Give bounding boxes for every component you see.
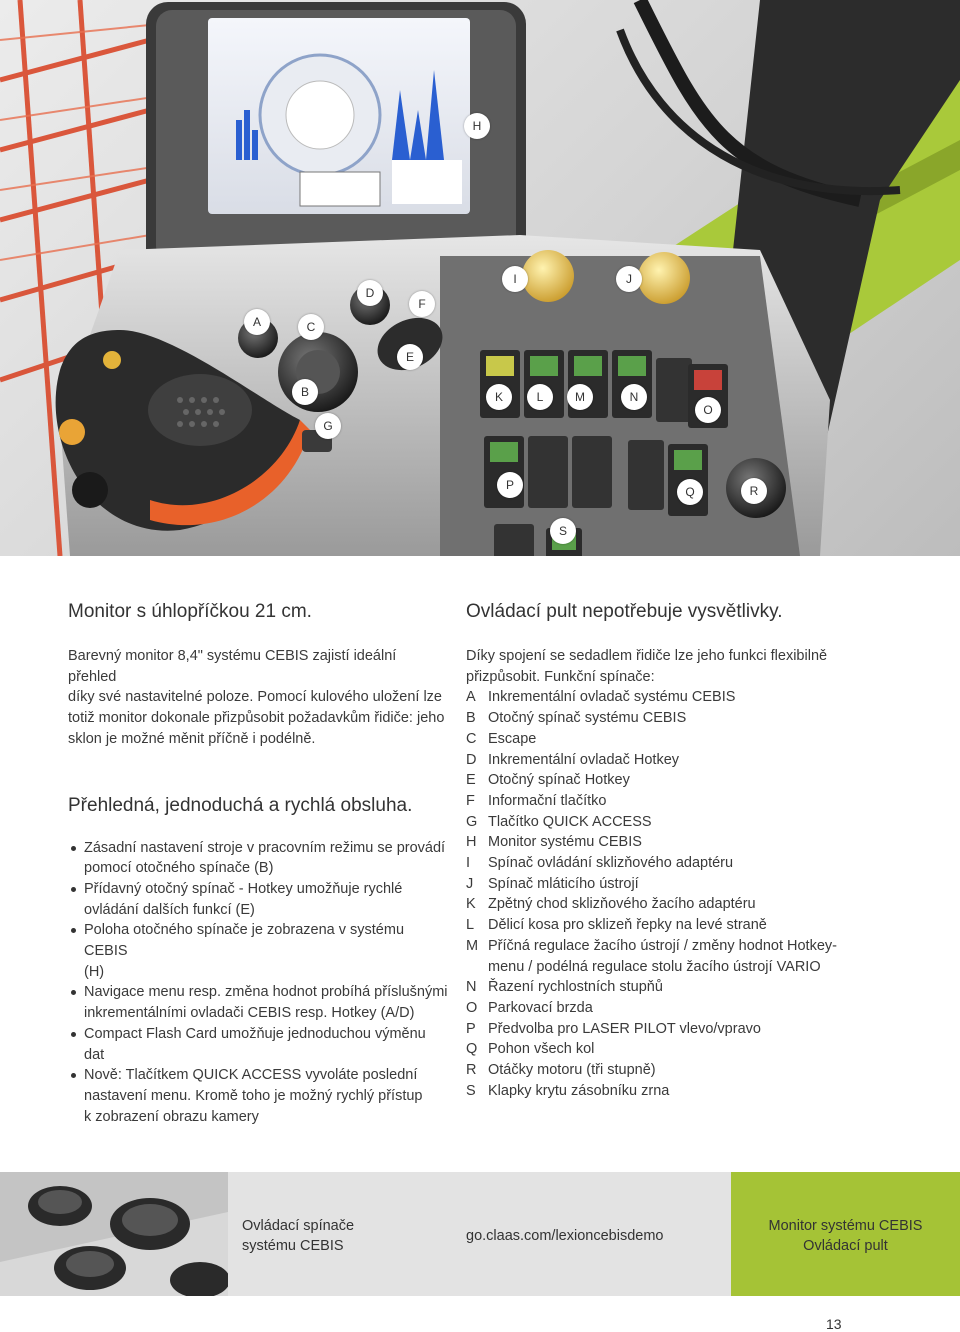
legend-value: Tlačítko QUICK ACCESS xyxy=(488,813,652,830)
feature-list xyxy=(68,838,448,1128)
legend-key: S xyxy=(466,1082,476,1099)
callout-s: S xyxy=(550,518,576,544)
callout-d: D xyxy=(357,280,383,306)
legend-key: R xyxy=(466,1062,477,1079)
paragraph-line: sklon je možné měnit příčně i podélně. xyxy=(68,730,316,747)
callout-q: Q xyxy=(677,479,703,505)
legend-item xyxy=(466,853,886,874)
legend-item xyxy=(466,1039,886,1060)
legend-item xyxy=(466,998,886,1019)
console-heading: Ovládací pult nepotřebuje vysvětlivky. xyxy=(466,601,783,622)
legend-key: K xyxy=(466,896,476,913)
callout-g: G xyxy=(315,413,341,439)
controls-thumbnail xyxy=(0,1172,228,1296)
legend-value: Pohon všech kol xyxy=(488,1041,595,1058)
page-number: 13 xyxy=(826,1316,842,1332)
list-item-line: pomocí otočného spínače (B) xyxy=(84,860,274,877)
callout-o: O xyxy=(695,397,721,423)
legend-item xyxy=(466,791,886,812)
legend-value: Informační tlačítko xyxy=(488,792,607,809)
legend-value: Dělicí kosa pro sklizeň řepky na levé straně xyxy=(488,917,767,934)
list-item-line: Přídavný otočný spínač - Hotkey umožňuje rychlé xyxy=(84,880,403,897)
list-item-line: Zásadní nastavení stroje v pracovním režimu se provádí xyxy=(84,839,446,856)
legend-item xyxy=(466,708,886,729)
caption-line: Ovládací pult xyxy=(803,1238,888,1254)
legend-key: J xyxy=(466,875,474,892)
callout-p: P xyxy=(497,472,523,498)
caption-line: Monitor systému CEBIS xyxy=(768,1218,923,1234)
list-item-line: (H) xyxy=(84,963,105,980)
legend-value: Parkovací brzda xyxy=(488,999,593,1016)
callout-a: A xyxy=(244,309,270,335)
legend-key: O xyxy=(466,999,478,1016)
legend-key: C xyxy=(466,730,477,747)
callout-j: J xyxy=(616,266,642,292)
legend-value: Řazení rychlostních stupňů xyxy=(488,979,663,996)
list-item-line: nastavení menu. Kromě toho je možný rychlý přístup xyxy=(84,1087,423,1104)
legend-key: N xyxy=(466,979,477,996)
legend-key: G xyxy=(466,813,478,830)
callout-k: K xyxy=(486,384,512,410)
legend-item xyxy=(466,1081,886,1102)
legend-value: Spínač mláticího ústrojí xyxy=(488,875,639,892)
intro-line: Díky spojení se sedadlem řidiče lze jeho funkci flexibilně xyxy=(466,648,828,664)
callout-h: H xyxy=(464,113,490,139)
monitor-paragraph xyxy=(68,646,448,750)
callout-f: F xyxy=(409,291,435,317)
legend-key: E xyxy=(466,772,476,789)
control-panel-illustration xyxy=(0,0,960,556)
legend-item xyxy=(466,770,886,791)
legend-value: Inkrementální ovladač Hotkey xyxy=(488,751,680,768)
legend-key: H xyxy=(466,834,477,851)
callout-b: B xyxy=(292,379,318,405)
list-item xyxy=(84,982,448,1023)
legend-item xyxy=(466,894,886,915)
legend-item xyxy=(466,936,886,977)
callout-n: N xyxy=(621,384,647,410)
paragraph-line: totiž monitor dokonale přizpůsobit požadavkům řidiče: jeho xyxy=(68,710,445,727)
legend-item xyxy=(466,1019,886,1040)
legend-value: Zpětný chod sklizňového žacího adaptéru xyxy=(488,896,756,913)
legend-key: D xyxy=(466,751,477,768)
legend-value: Escape xyxy=(488,730,537,747)
paragraph-line: díky své nastavitelné poloze. Pomocí kulového uložení lze xyxy=(68,689,442,706)
paragraph-line: Barevný monitor 8,4" systému CEBIS zajistí ideální přehled xyxy=(68,648,397,685)
list-item xyxy=(84,1024,448,1065)
footer-band xyxy=(0,1172,960,1296)
legend-item xyxy=(466,750,886,771)
list-item xyxy=(84,838,448,879)
legend-item xyxy=(466,915,886,936)
legend-value-line: menu / podélná regulace stolu žacího ústrojí VARIO xyxy=(488,958,821,975)
list-item-line: k zobrazení obrazu kamery xyxy=(84,1108,259,1125)
list-item-line: Nově: Tlačítkem QUICK ACCESS vyvoláte poslední xyxy=(84,1067,418,1084)
list-item-line: inkrementálními ovladači CEBIS resp. Hotkey (A/D) xyxy=(84,1005,415,1022)
legend-key: M xyxy=(466,937,479,954)
legend-item xyxy=(466,729,886,750)
green-box-caption xyxy=(731,1216,960,1256)
legend-key: L xyxy=(466,917,475,934)
legend-value: Otočný spínač Hotkey xyxy=(488,772,630,789)
callout-e: E xyxy=(397,344,423,370)
list-item xyxy=(84,1065,448,1127)
list-item-line: ovládání dalších funkcí (E) xyxy=(84,901,255,918)
legend-value: Monitor systému CEBIS xyxy=(488,834,642,851)
legend-value: Otočný spínač systému CEBIS xyxy=(488,710,687,727)
legend-value: Inkrementální ovladač systému CEBIS xyxy=(488,689,736,706)
list-item xyxy=(84,920,448,982)
list-item xyxy=(84,879,448,920)
legend-item xyxy=(466,874,886,895)
legend-item xyxy=(466,687,886,708)
cebis-switches-caption xyxy=(242,1216,354,1256)
legend-item xyxy=(466,1060,886,1081)
legend-value: Otáčky motoru (tři stupně) xyxy=(488,1062,656,1079)
switch-legend xyxy=(466,687,886,1101)
callout-l: L xyxy=(527,384,553,410)
list-item-line: Navigace menu resp. změna hodnot probíhá příslušnými xyxy=(84,984,448,1001)
caption-line: systému CEBIS xyxy=(242,1238,344,1254)
list-item-line: Compact Flash Card umožňuje jednoduchou výměnu dat xyxy=(84,1025,426,1063)
legend-key: F xyxy=(466,792,475,809)
right-column xyxy=(466,600,886,1101)
operation-subheading: Přehledná, jednoduchá a rychlá obsluha. xyxy=(68,794,413,816)
legend-item xyxy=(466,832,886,853)
monitor-heading: Monitor s úhlopříčkou 21 cm. xyxy=(68,601,312,622)
callout-m: M xyxy=(567,384,593,410)
legend-value: Klapky krytu zásobníku zrna xyxy=(488,1082,670,1099)
legend-key: P xyxy=(466,1020,476,1037)
legend-key: B xyxy=(466,710,476,727)
legend-item xyxy=(466,977,886,998)
legend-value xyxy=(488,936,886,977)
legend-value: Předvolba pro LASER PILOT vlevo/vpravo xyxy=(488,1020,761,1037)
legend-value-line: Příčná regulace žacího ústrojí / změny hodnot Hotkey- xyxy=(488,937,837,954)
legend-item xyxy=(466,812,886,833)
intro-line: přizpůsobit. Funkční spínače: xyxy=(466,668,655,685)
controls-thumbnail-illustration xyxy=(0,1172,228,1296)
callout-c: C xyxy=(298,314,324,340)
legend-key: Q xyxy=(466,1041,478,1058)
legend-value: Spínač ovládání sklizňového adaptéru xyxy=(488,855,734,872)
console-intro xyxy=(466,646,886,687)
control-panel-photo xyxy=(0,0,960,556)
caption-line: Ovládací spínače xyxy=(242,1218,355,1234)
legend-key: I xyxy=(466,855,471,872)
demo-link[interactable]: go.claas.com/lexioncebisdemo xyxy=(466,1228,664,1244)
legend-key: A xyxy=(466,689,476,706)
left-column xyxy=(68,600,448,1127)
list-item-line: Poloha otočného spínače je zobrazena v systému CEBIS xyxy=(84,922,405,960)
callout-r: R xyxy=(741,478,767,504)
callout-i: I xyxy=(502,266,528,292)
